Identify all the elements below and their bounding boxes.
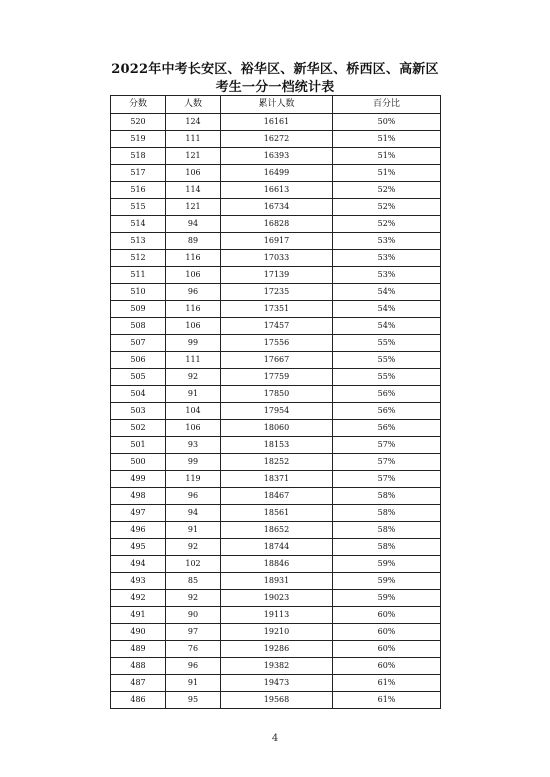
page-title: 2022年中考长安区、裕华区、新华区、桥西区、高新区 [111,62,439,77]
cell-count: 102 [166,556,221,573]
table-row [111,539,441,556]
table-row [111,641,441,658]
table-row [111,284,441,301]
cell-count: 96 [166,284,221,301]
cell-count: 111 [166,352,221,369]
table-row [111,114,441,131]
table-row [111,335,441,352]
table-row [111,403,441,420]
cell-count: 91 [166,675,221,692]
cell-percent: 55% [333,335,441,352]
score-distribution-table [110,95,441,709]
cell-percent: 58% [333,539,441,556]
cell-score: 519 [111,131,166,148]
cell-cumulative: 16161 [221,114,333,131]
cell-cumulative: 18153 [221,437,333,454]
cell-percent: 60% [333,624,441,641]
cell-cumulative: 19382 [221,658,333,675]
cell-cumulative: 17954 [221,403,333,420]
cell-count: 121 [166,148,221,165]
cell-percent: 52% [333,216,441,233]
cell-percent: 60% [333,641,441,658]
cell-count: 76 [166,641,221,658]
cell-cumulative: 16613 [221,182,333,199]
cell-percent: 53% [333,233,441,250]
cell-score: 518 [111,148,166,165]
cell-cumulative: 16734 [221,199,333,216]
cell-percent: 57% [333,437,441,454]
cell-cumulative: 18561 [221,505,333,522]
table-row [111,692,441,709]
cell-count: 121 [166,199,221,216]
cell-percent: 55% [333,352,441,369]
table-row [111,267,441,284]
column-header-percent: 百分比 [333,96,441,114]
cell-percent: 61% [333,675,441,692]
cell-cumulative: 19473 [221,675,333,692]
cell-score: 490 [111,624,166,641]
cell-count: 116 [166,250,221,267]
column-header-score: 分数 [111,96,166,114]
cell-percent: 60% [333,607,441,624]
cell-count: 91 [166,522,221,539]
cell-count: 89 [166,233,221,250]
cell-score: 488 [111,658,166,675]
table-row [111,301,441,318]
cell-count: 111 [166,131,221,148]
cell-score: 494 [111,556,166,573]
page-number: 4 [271,733,279,744]
cell-score: 517 [111,165,166,182]
table-row [111,165,441,182]
table-row [111,590,441,607]
cell-count: 92 [166,539,221,556]
cell-score: 489 [111,641,166,658]
cell-score: 502 [111,420,166,437]
cell-count: 114 [166,182,221,199]
cell-cumulative: 18252 [221,454,333,471]
cell-count: 85 [166,573,221,590]
cell-cumulative: 18371 [221,471,333,488]
cell-score: 498 [111,488,166,505]
cell-percent: 54% [333,301,441,318]
table-row [111,607,441,624]
cell-count: 93 [166,437,221,454]
cell-percent: 51% [333,131,441,148]
cell-cumulative: 19023 [221,590,333,607]
cell-cumulative: 17457 [221,318,333,335]
cell-count: 124 [166,114,221,131]
table-row [111,471,441,488]
cell-cumulative: 16272 [221,131,333,148]
cell-percent: 57% [333,454,441,471]
cell-count: 96 [166,488,221,505]
page-subtitle: 考生一分一档统计表 [215,80,335,95]
cell-score: 507 [111,335,166,352]
cell-score: 492 [111,590,166,607]
cell-score: 506 [111,352,166,369]
cell-cumulative: 19286 [221,641,333,658]
cell-score: 509 [111,301,166,318]
table-row [111,199,441,216]
cell-count: 106 [166,165,221,182]
cell-score: 495 [111,539,166,556]
column-header-count: 人数 [166,96,221,114]
cell-cumulative: 17235 [221,284,333,301]
cell-percent: 58% [333,522,441,539]
table-row [111,352,441,369]
table-row [111,556,441,573]
cell-percent: 56% [333,403,441,420]
table-row [111,505,441,522]
cell-percent: 52% [333,199,441,216]
table-row [111,488,441,505]
cell-score: 520 [111,114,166,131]
cell-count: 97 [166,624,221,641]
cell-percent: 56% [333,420,441,437]
column-header-cumulative: 累计人数 [221,96,333,114]
cell-count: 106 [166,267,221,284]
cell-percent: 54% [333,284,441,301]
cell-cumulative: 18846 [221,556,333,573]
table-row [111,318,441,335]
table-row [111,131,441,148]
cell-cumulative: 17667 [221,352,333,369]
cell-percent: 59% [333,556,441,573]
cell-score: 513 [111,233,166,250]
cell-count: 104 [166,403,221,420]
cell-cumulative: 18467 [221,488,333,505]
cell-cumulative: 17351 [221,301,333,318]
table-row [111,148,441,165]
table-row [111,386,441,403]
cell-percent: 53% [333,267,441,284]
cell-score: 503 [111,403,166,420]
cell-cumulative: 17556 [221,335,333,352]
cell-count: 106 [166,420,221,437]
table-row [111,658,441,675]
table-row [111,233,441,250]
cell-score: 511 [111,267,166,284]
cell-score: 486 [111,692,166,709]
cell-count: 94 [166,216,221,233]
cell-count: 90 [166,607,221,624]
cell-score: 491 [111,607,166,624]
cell-cumulative: 17033 [221,250,333,267]
table-row [111,522,441,539]
cell-percent: 55% [333,369,441,386]
cell-percent: 54% [333,318,441,335]
cell-score: 493 [111,573,166,590]
table-body [111,114,441,709]
cell-count: 99 [166,335,221,352]
cell-count: 94 [166,505,221,522]
cell-cumulative: 17759 [221,369,333,386]
table-row [111,369,441,386]
cell-percent: 59% [333,573,441,590]
cell-cumulative: 18060 [221,420,333,437]
cell-score: 508 [111,318,166,335]
cell-score: 497 [111,505,166,522]
cell-score: 496 [111,522,166,539]
cell-cumulative: 16393 [221,148,333,165]
table-row [111,675,441,692]
cell-score: 504 [111,386,166,403]
cell-count: 96 [166,658,221,675]
cell-cumulative: 19568 [221,692,333,709]
cell-score: 505 [111,369,166,386]
cell-count: 116 [166,301,221,318]
cell-percent: 56% [333,386,441,403]
cell-score: 515 [111,199,166,216]
cell-count: 92 [166,590,221,607]
table-row [111,420,441,437]
table-row [111,216,441,233]
cell-score: 510 [111,284,166,301]
cell-score: 516 [111,182,166,199]
table-row [111,437,441,454]
cell-percent: 57% [333,471,441,488]
cell-score: 514 [111,216,166,233]
cell-percent: 58% [333,505,441,522]
cell-count: 99 [166,454,221,471]
cell-cumulative: 16917 [221,233,333,250]
cell-count: 91 [166,386,221,403]
table-row [111,454,441,471]
cell-score: 501 [111,437,166,454]
cell-cumulative: 16499 [221,165,333,182]
cell-percent: 50% [333,114,441,131]
table-row [111,250,441,267]
cell-percent: 51% [333,148,441,165]
cell-cumulative: 18652 [221,522,333,539]
cell-cumulative: 17850 [221,386,333,403]
cell-cumulative: 16828 [221,216,333,233]
cell-count: 106 [166,318,221,335]
cell-cumulative: 19113 [221,607,333,624]
cell-count: 92 [166,369,221,386]
cell-percent: 58% [333,488,441,505]
cell-percent: 59% [333,590,441,607]
cell-percent: 53% [333,250,441,267]
cell-percent: 51% [333,165,441,182]
cell-percent: 60% [333,658,441,675]
cell-cumulative: 18744 [221,539,333,556]
table-row [111,182,441,199]
table-row [111,573,441,590]
cell-score: 487 [111,675,166,692]
cell-cumulative: 18931 [221,573,333,590]
table-row [111,624,441,641]
cell-percent: 61% [333,692,441,709]
cell-count: 119 [166,471,221,488]
cell-score: 512 [111,250,166,267]
table-header-row [111,96,441,114]
cell-score: 500 [111,454,166,471]
cell-cumulative: 17139 [221,267,333,284]
cell-score: 499 [111,471,166,488]
cell-count: 95 [166,692,221,709]
cell-percent: 52% [333,182,441,199]
cell-cumulative: 19210 [221,624,333,641]
